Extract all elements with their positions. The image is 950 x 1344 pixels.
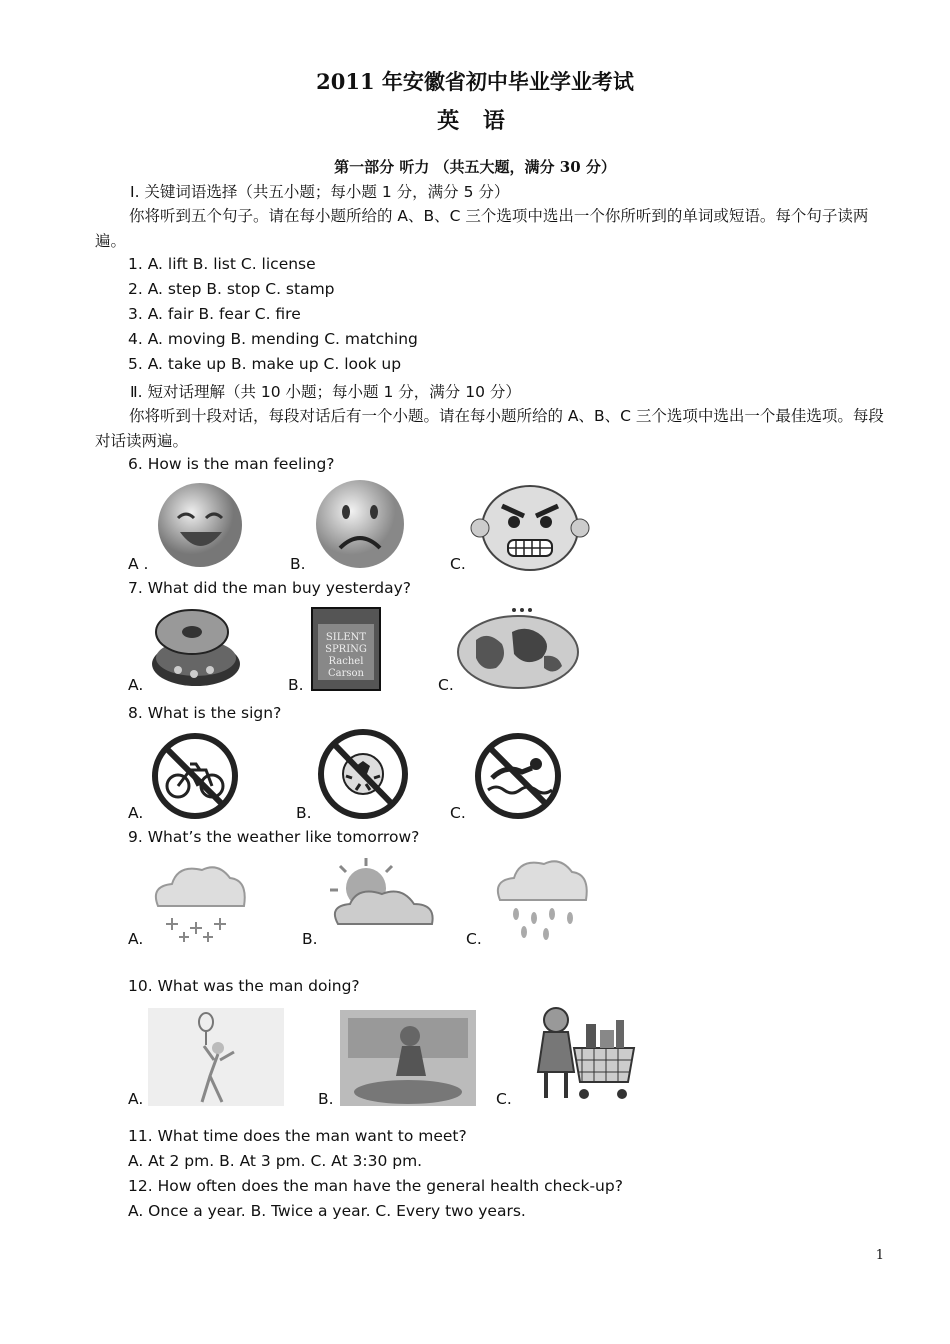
shopping-cart-image xyxy=(516,1000,646,1106)
rain-weather-image xyxy=(490,852,590,944)
question-6: 6. How is the man feeling? xyxy=(128,455,335,473)
question-11: 11. What time does the man want to meet? xyxy=(128,1127,467,1145)
q9-label-b: B. xyxy=(302,930,318,948)
no-cycling-sign-image xyxy=(148,730,242,822)
question-12-options: A. Once a year. B. Twice a year. C. Every two years. xyxy=(128,1202,526,1220)
section1-title: Ⅰ. 关键词语选择（共五小题；每小题 1 分，满分 5 分） xyxy=(130,183,510,201)
q8-label-c: C. xyxy=(450,804,466,822)
question-11-options: A. At 2 pm. B. At 3 pm. C. At 3:30 pm. xyxy=(128,1152,423,1170)
snow-weather-image xyxy=(146,856,250,946)
item-5: 5. A. take up B. make up C. look up xyxy=(128,355,402,373)
svg-text:Rachel: Rachel xyxy=(328,656,364,667)
playing-tennis-image xyxy=(148,1008,284,1106)
item-1: 1. A. lift B. list C. license xyxy=(128,255,316,273)
question-9: 9. What’s the weather like tomorrow? xyxy=(128,828,420,846)
item-4: 4. A. moving B. mending C. matching xyxy=(128,330,418,348)
item-2: 2. A. step B. stop C. stamp xyxy=(128,280,335,298)
q7-label-c: C. xyxy=(438,676,454,694)
book-image xyxy=(310,606,382,692)
section1-instructions: 你将听到五个句子。请在每小题所给的 A、B、C 三个选项中选出一个你所听到的单词或短语。每个句子读两遍。 xyxy=(95,207,869,250)
svg-text:Carson: Carson xyxy=(328,668,364,679)
q6-label-b: B. xyxy=(290,555,306,573)
q10-label-c: C. xyxy=(496,1090,512,1108)
question-7: 7. What did the man buy yesterday? xyxy=(128,579,411,597)
q10-label-b: B. xyxy=(318,1090,334,1108)
question-8: 8. What is the sign? xyxy=(128,704,282,722)
q7-label-b: B. xyxy=(288,676,304,694)
svg-text:SILENT: SILENT xyxy=(325,632,367,643)
happy-face-image xyxy=(150,480,254,570)
section2-instructions: 你将听到十段对话，每段对话后有一个小题。请在每小题所给的 A、B、C 三个选项中选出一个最佳选项。每段对话读两遍。 xyxy=(95,407,884,450)
angry-face-image xyxy=(468,482,592,572)
q9-label-a: A. xyxy=(128,930,144,948)
item-3: 3. A. fair B. fear C. fire xyxy=(128,305,301,323)
question-10: 10. What was the man doing? xyxy=(128,977,360,995)
sweeping-leaves-image xyxy=(340,1010,476,1106)
world-map-image xyxy=(456,604,580,692)
svg-text:SPRING: SPRING xyxy=(325,644,367,655)
q10-label-a: A. xyxy=(128,1090,144,1108)
cd-player-image xyxy=(148,604,242,690)
page-number: 1 xyxy=(875,1248,884,1263)
part-heading: 第一部分 听力 （共五大题，满分 30 分） xyxy=(334,158,616,176)
q9-label-c: C. xyxy=(466,930,482,948)
no-swimming-sign-image xyxy=(470,730,566,822)
q7-label-a: A. xyxy=(128,676,144,694)
section2-title: Ⅱ. 短对话理解（共 10 小题；每小题 1 分，满分 10 分） xyxy=(130,383,521,401)
q8-label-a: A. xyxy=(128,804,144,822)
no-football-sign-image xyxy=(316,726,410,822)
q6-label-a: A . xyxy=(128,555,149,573)
exam-title: 2011 年安徽省初中毕业学业考试 xyxy=(316,69,634,94)
q8-label-b: B. xyxy=(296,804,312,822)
question-12: 12. How often does the man have the general health check-up? xyxy=(128,1177,623,1195)
q6-label-c: C. xyxy=(450,555,466,573)
sunny-cloudy-image xyxy=(320,852,444,944)
exam-subject: 英 语 xyxy=(437,108,513,134)
sad-face-image xyxy=(308,478,412,570)
